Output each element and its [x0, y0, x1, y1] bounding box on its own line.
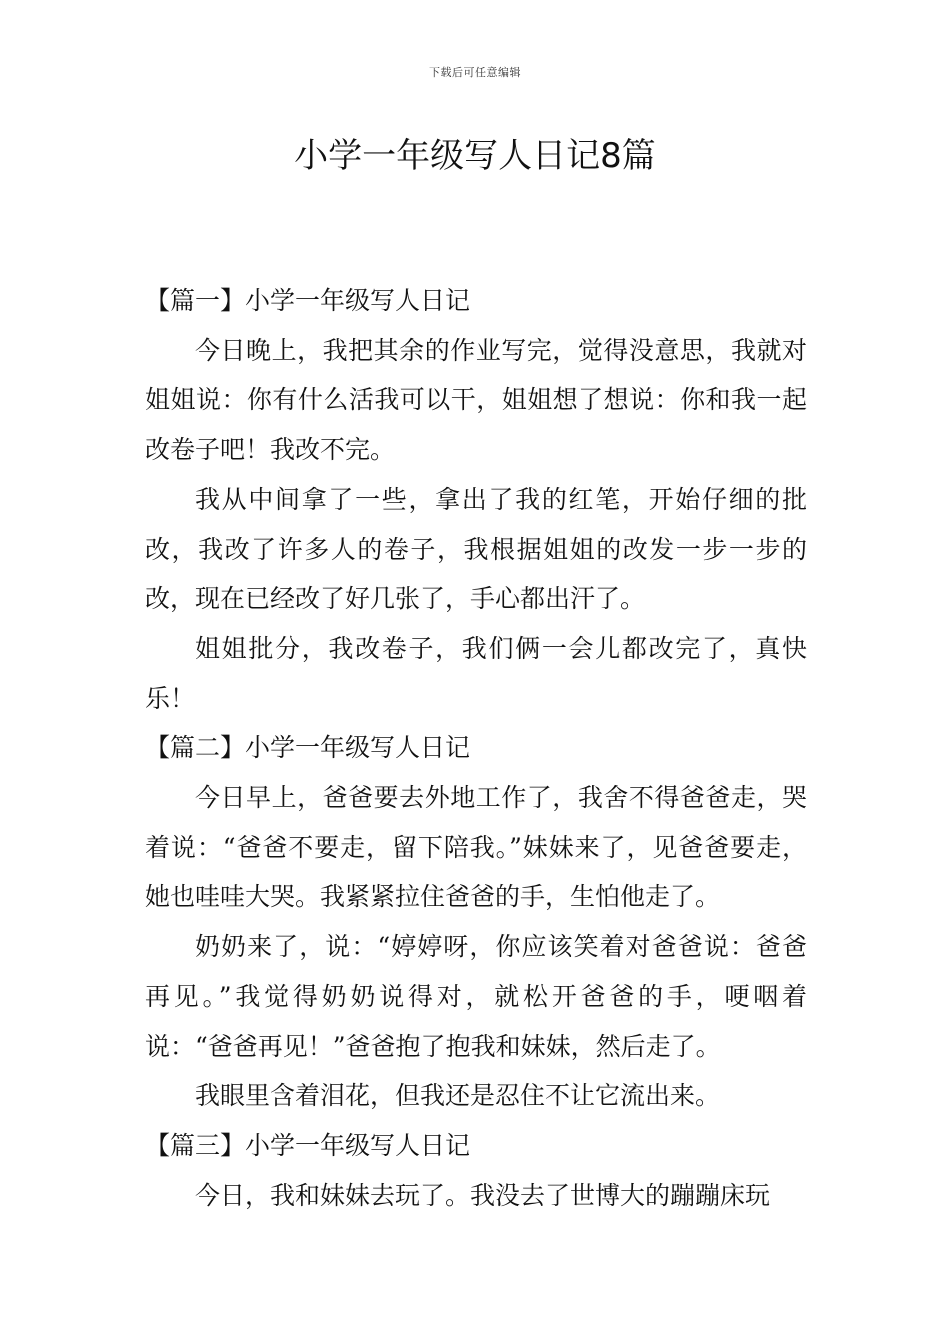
- document-body: [145, 276, 807, 1220]
- paragraph: 我从中间拿了一些，拿出了我的红笔，开始仔细的批改，我改了许多人的卷子，我根据姐姐的改发一步一步的改，现在已经改了好几张了，手心都出汗了。: [145, 484, 807, 614]
- paragraph: 今日早上，爸爸要去外地工作了，我舍不得爸爸走，哭着说：“爸爸不要走，留下陪我。”妹妹来了，见爸爸要走，她也哇哇大哭。我紧紧拉住爸爸的手，生怕他走了。: [145, 783, 807, 912]
- paragraph: 姐姐批分，我改卷子，我们俩一会儿都改完了，真快乐！: [145, 633, 807, 713]
- paragraph: 今日晚上，我把其余的作业写完，觉得没意思，我就对姐姐说：你有什么活我可以干，姐姐想了想说：你和我一起改卷子吧！我改不完。: [145, 335, 807, 465]
- section-heading-1: 【篇一】小学一年级写人日记: [145, 286, 471, 315]
- paragraph: 今日，我和妹妹去玩了。我没去了世博大的蹦蹦床玩: [195, 1180, 771, 1210]
- document-title: 小学一年级写人日记8篇: [294, 136, 656, 176]
- paragraph: 我眼里含着泪花，但我还是忍住不让它流出来。: [195, 1081, 721, 1111]
- section-heading-2: 【篇二】小学一年级写人日记: [145, 733, 471, 763]
- header-note: 下载后可任意编辑: [429, 66, 521, 79]
- section-heading-3: 【篇三】小学一年级写人日记: [145, 1130, 471, 1160]
- paragraph: 奶奶来了，说：“婷婷呀，你应该笑着对爸爸说：爸爸再见。”我觉得奶奶说得对，就松开爸爸的手，哽咽着说：“爸爸再见！”爸爸抱了抱我和妹妹，然后走了。: [145, 932, 807, 1061]
